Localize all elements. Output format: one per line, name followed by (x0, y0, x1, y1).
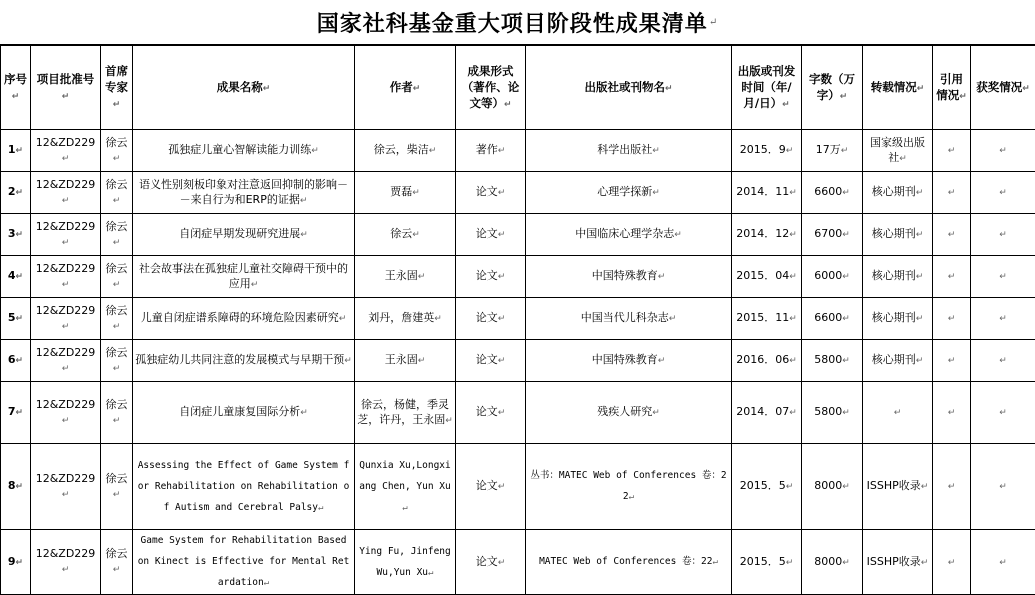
paragraph-mark-icon: ↵ (947, 557, 956, 568)
cell-form: 论文↵ (456, 172, 526, 214)
cell-words: 5800↵ (802, 382, 863, 444)
cell-award (971, 298, 1035, 340)
paragraph-mark-icon: ↵ (789, 230, 797, 240)
paragraph-mark-icon: ↵ (61, 363, 70, 374)
cell-citation (933, 382, 971, 444)
table-row (1, 214, 1035, 256)
cell-publisher: 中国临床心理学杂志↵ (526, 214, 732, 256)
paragraph-mark-icon: ↵ (15, 557, 24, 568)
cell-date: 2016．06↵ (732, 340, 802, 382)
paragraph-mark-icon: ↵ (344, 356, 352, 366)
paragraph-mark-icon: ↵ (789, 314, 797, 324)
cell-date: 2014．11↵ (732, 172, 802, 214)
paragraph-mark-icon: ↵ (61, 321, 70, 332)
cell-date: 2014．12↵ (732, 214, 802, 256)
paragraph-mark-icon: ↵ (112, 415, 121, 426)
cell-award (971, 256, 1035, 298)
paragraph-mark-icon: ↵ (668, 314, 677, 324)
cell-project-no: 12&ZD229↵ (31, 444, 101, 530)
cell-words: 6000↵ (802, 256, 863, 298)
paragraph-mark-icon: ↵ (112, 321, 121, 332)
paragraph-mark-icon: ↵ (112, 363, 121, 374)
header-date: 出版或刊发时间（年/月/日）↵ (732, 46, 802, 130)
paragraph-mark-icon: ↵ (61, 415, 70, 426)
paragraph-mark-icon: ↵ (915, 356, 924, 366)
paragraph-mark-icon: ↵ (412, 230, 420, 240)
paragraph-mark-icon: ↵ (999, 188, 1007, 198)
paragraph-mark-icon: ↵ (61, 91, 70, 102)
cell-form: 论文↵ (456, 444, 526, 530)
cell-result-name: 社会故事法在孤独症儿童社交障碍干预中的应用↵ (133, 256, 355, 298)
cell-author: 王永固↵ (355, 340, 456, 382)
paragraph-mark-icon: ↵ (1022, 83, 1030, 94)
paragraph-mark-icon: ↵ (674, 230, 682, 240)
cell-award (971, 340, 1035, 382)
paragraph-mark-icon: ↵ (497, 146, 506, 156)
cell-lead-expert: 徐云↵ (101, 530, 133, 595)
cell-lead-expert: 徐云↵ (101, 256, 133, 298)
cell-publisher: 残疾人研究↵ (526, 382, 732, 444)
results-table (0, 45, 1035, 595)
paragraph-mark-icon: ↵ (61, 565, 70, 575)
paragraph-mark-icon: ↵ (789, 272, 797, 282)
paragraph-mark-icon: ↵ (652, 146, 660, 156)
cell-project-no: 12&ZD229↵ (31, 130, 101, 172)
paragraph-mark-icon: ↵ (999, 557, 1007, 568)
cell-project-no: 12&ZD229↵ (31, 382, 101, 444)
paragraph-mark-icon: ↵ (11, 91, 20, 102)
paragraph-mark-icon: ↵ (999, 272, 1007, 282)
cell-index: 3↵ (1, 214, 31, 256)
paragraph-mark-icon: ↵ (947, 356, 956, 366)
cell-index: 8↵ (1, 444, 31, 530)
cell-publisher: 丛书：MATEC Web of Conferences 卷：22↵ (526, 444, 732, 530)
cell-reprint (863, 382, 933, 444)
cell-project-no: 12&ZD229↵ (31, 256, 101, 298)
cell-index: 9↵ (1, 530, 31, 595)
cell-form: 论文↵ (456, 256, 526, 298)
paragraph-mark-icon: ↵ (664, 83, 673, 94)
paragraph-mark-icon: ↵ (785, 146, 794, 156)
cell-form: 论文↵ (456, 382, 526, 444)
paragraph-mark-icon: ↵ (947, 482, 956, 492)
paragraph-mark-icon: ↵ (628, 492, 635, 502)
paragraph-mark-icon: ↵ (112, 99, 121, 110)
paragraph-mark-icon: ↵ (916, 83, 925, 94)
header-reprint: 转载情况↵ (863, 46, 933, 130)
header-award: 获奖情况↵ (971, 46, 1035, 130)
cell-reprint: 核心期刊↵ (863, 256, 933, 298)
cell-author: 徐云，杨健，季灵芝，许丹，王永固↵ (355, 382, 456, 444)
paragraph-mark-icon: ↵ (428, 567, 434, 578)
cell-form: 论文↵ (456, 298, 526, 340)
table-row (1, 298, 1035, 340)
cell-form: 著作↵ (456, 130, 526, 172)
cell-index: 4↵ (1, 256, 31, 298)
cell-citation (933, 340, 971, 382)
paragraph-mark-icon: ↵ (497, 408, 506, 418)
paragraph-mark-icon: ↵ (299, 195, 308, 206)
paragraph-mark-icon: ↵ (402, 502, 408, 513)
cell-lead-expert: 徐云↵ (101, 172, 133, 214)
paragraph-mark-icon: ↵ (842, 557, 850, 568)
cell-award (971, 172, 1035, 214)
paragraph-mark-icon: ↵ (842, 314, 850, 324)
table-row (1, 172, 1035, 214)
cell-author: 徐云，柴洁↵ (355, 130, 456, 172)
paragraph-mark-icon: ↵ (999, 482, 1007, 492)
table-row (1, 382, 1035, 444)
cell-reprint: 核心期刊↵ (863, 172, 933, 214)
cell-project-no: 12&ZD229↵ (31, 530, 101, 595)
cell-award (971, 530, 1035, 595)
header-result-name: 成果名称↵ (133, 46, 355, 130)
paragraph-mark-icon: ↵ (999, 314, 1007, 324)
paragraph-mark-icon: ↵ (915, 188, 924, 198)
cell-reprint: ISSHP收录↵ (863, 444, 933, 530)
paragraph-mark-icon: ↵ (497, 188, 506, 198)
cell-award (971, 214, 1035, 256)
cell-reprint: 核心期刊↵ (863, 214, 933, 256)
cell-reprint: 核心期刊↵ (863, 298, 933, 340)
paragraph-mark-icon: ↵ (61, 153, 70, 164)
cell-citation (933, 130, 971, 172)
cell-lead-expert: 徐云↵ (101, 130, 133, 172)
table-row (1, 340, 1035, 382)
paragraph-mark-icon: ↵ (947, 230, 956, 240)
header-publisher: 出版社或刊物名↵ (526, 46, 732, 130)
paragraph-mark-icon: ↵ (262, 83, 271, 94)
paragraph-mark-icon: ↵ (999, 230, 1007, 240)
header-words: 字数（万字）↵ (802, 46, 863, 130)
cell-lead-expert: 徐云↵ (101, 444, 133, 530)
paragraph-mark-icon: ↵ (338, 314, 347, 324)
cell-words: 6700↵ (802, 214, 863, 256)
paragraph-mark-icon: ↵ (999, 356, 1007, 366)
paragraph-mark-icon: ↵ (842, 188, 850, 198)
cell-project-no: 12&ZD229↵ (31, 298, 101, 340)
paragraph-mark-icon: ↵ (947, 146, 956, 156)
cell-result-name: 孤独症儿童心智解读能力训练↵ (133, 130, 355, 172)
paragraph-mark-icon: ↵ (915, 314, 924, 324)
paragraph-mark-icon: ↵ (15, 146, 24, 156)
cell-words: 8000↵ (802, 530, 863, 595)
paragraph-mark-icon: ↵ (15, 482, 24, 492)
paragraph-mark-icon: ↵ (915, 230, 924, 240)
cell-publisher: 科学出版社↵ (526, 130, 732, 172)
paragraph-mark-icon: ↵ (412, 188, 420, 198)
cell-reprint: 国家级出版社↵ (863, 130, 933, 172)
table-row (1, 130, 1035, 172)
cell-project-no: 12&ZD229↵ (31, 214, 101, 256)
cell-result-name: 自闭症早期发现研究进展↵ (133, 214, 355, 256)
paragraph-mark-icon: ↵ (15, 230, 24, 240)
paragraph-mark-icon: ↵ (300, 230, 308, 240)
cell-project-no: 12&ZD229↵ (31, 340, 101, 382)
paragraph-mark-icon: ↵ (15, 272, 24, 282)
paragraph-mark-icon: ↵ (61, 279, 70, 290)
paragraph-mark-icon: ↵ (112, 195, 121, 206)
cell-author: 贾磊↵ (355, 172, 456, 214)
cell-result-name: 语义性别刻板印象对注意返回抑制的影响－－来自行为和ERP的证据↵ (133, 172, 355, 214)
paragraph-mark-icon: ↵ (842, 230, 850, 240)
cell-lead-expert: 徐云↵ (101, 298, 133, 340)
cell-index: 1↵ (1, 130, 31, 172)
paragraph-mark-icon: ↵ (497, 482, 506, 492)
paragraph-mark-icon: ↵ (318, 502, 324, 513)
cell-date: 2014．07↵ (732, 382, 802, 444)
cell-citation (933, 530, 971, 595)
paragraph-mark-icon: ↵ (428, 146, 437, 156)
paragraph-mark-icon: ↵ (999, 408, 1007, 418)
cell-award (971, 444, 1035, 530)
paragraph-mark-icon: ↵ (412, 83, 421, 94)
cell-project-no: 12&ZD229↵ (31, 172, 101, 214)
cell-form: 论文↵ (456, 214, 526, 256)
paragraph-mark-icon: ↵ (112, 153, 121, 164)
paragraph-mark-icon: ↵ (999, 146, 1007, 156)
paragraph-mark-icon: ↵ (445, 415, 453, 426)
paragraph-mark-icon: ↵ (497, 272, 506, 282)
header-author: 作者↵ (355, 46, 456, 130)
paragraph-mark-icon: ↵ (785, 482, 794, 492)
cell-words: 8000↵ (802, 444, 863, 530)
cell-result-name: 孤独症幼儿共同注意的发展模式与早期干预↵ (133, 340, 355, 382)
paragraph-mark-icon: ↵ (112, 565, 121, 575)
cell-author: 王永固↵ (355, 256, 456, 298)
cell-words: 6600↵ (802, 172, 863, 214)
cell-award (971, 382, 1035, 444)
paragraph-mark-icon: ↵ (434, 314, 442, 324)
paragraph-mark-icon: ↵ (657, 356, 666, 366)
cell-citation (933, 256, 971, 298)
cell-date: 2015．04↵ (732, 256, 802, 298)
paragraph-mark-icon: ↵ (899, 153, 907, 164)
paragraph-mark-icon: ↵ (842, 356, 850, 366)
paragraph-mark-icon: ↵ (842, 272, 850, 282)
cell-words: 6600↵ (802, 298, 863, 340)
paragraph-mark-icon: ↵ (15, 314, 24, 324)
paragraph-mark-icon: ↵ (61, 237, 70, 248)
paragraph-mark-icon: ↵ (947, 408, 956, 418)
paragraph-mark-icon: ↵ (789, 356, 797, 366)
paragraph-mark-icon: ↵ (503, 99, 512, 110)
cell-publisher: MATEC Web of Conferences 卷：22↵ (526, 530, 732, 595)
paragraph-mark-icon: ↵ (61, 195, 70, 206)
cell-index: 7↵ (1, 382, 31, 444)
header-index: 序号↵ (1, 46, 31, 130)
cell-index: 5↵ (1, 298, 31, 340)
cell-reprint: ISSHP收录↵ (863, 530, 933, 595)
table-row (1, 444, 1035, 530)
cell-form: 论文↵ (456, 340, 526, 382)
cell-publisher: 中国特殊教育↵ (526, 340, 732, 382)
cell-author: Qunxia Xu,Longxiang Chen, Yun Xu↵ (355, 444, 456, 530)
header-citation: 引用情况↵ (933, 46, 971, 130)
cell-date: 2015．11↵ (732, 298, 802, 340)
paragraph-mark-icon: ↵ (708, 16, 719, 28)
paragraph-mark-icon: ↵ (920, 482, 929, 492)
paragraph-mark-icon: ↵ (712, 557, 718, 567)
paragraph-mark-icon: ↵ (15, 408, 24, 418)
paragraph-mark-icon: ↵ (112, 489, 121, 500)
cell-result-name: 儿童自闭症谱系障碍的环境危险因素研究↵ (133, 298, 355, 340)
paragraph-mark-icon: ↵ (789, 408, 797, 418)
paragraph-mark-icon: ↵ (947, 188, 956, 198)
cell-form: 论文↵ (456, 530, 526, 595)
paragraph-mark-icon: ↵ (497, 557, 506, 568)
cell-date: 2015．5↵ (732, 444, 802, 530)
cell-date: 2015．5↵ (732, 530, 802, 595)
paragraph-mark-icon: ↵ (782, 99, 790, 110)
paragraph-mark-icon: ↵ (15, 188, 24, 198)
paragraph-mark-icon: ↵ (947, 314, 956, 324)
header-form: 成果形式（著作、论文等）↵ (456, 46, 526, 130)
paragraph-mark-icon: ↵ (112, 279, 121, 290)
paragraph-mark-icon: ↵ (300, 408, 308, 418)
cell-citation (933, 214, 971, 256)
cell-date: 2015．9↵ (732, 130, 802, 172)
paragraph-mark-icon: ↵ (959, 91, 967, 102)
document-title-bar (0, 0, 1035, 45)
paragraph-mark-icon: ↵ (840, 146, 849, 156)
cell-index: 2↵ (1, 172, 31, 214)
table-header-row (1, 46, 1035, 130)
cell-lead-expert: 徐云↵ (101, 214, 133, 256)
paragraph-mark-icon: ↵ (915, 272, 924, 282)
cell-citation (933, 172, 971, 214)
cell-words: 17万↵ (802, 130, 863, 172)
cell-lead-expert: 徐云↵ (101, 340, 133, 382)
cell-citation (933, 444, 971, 530)
paragraph-mark-icon: ↵ (497, 314, 506, 324)
paragraph-mark-icon: ↵ (250, 279, 259, 290)
cell-words: 5800↵ (802, 340, 863, 382)
paragraph-mark-icon: ↵ (311, 146, 319, 156)
paragraph-mark-icon: ↵ (842, 482, 850, 492)
cell-lead-expert: 徐云↵ (101, 382, 133, 444)
cell-result-name: Game System for Rehabilitation Based on Kinect is Effective for Mental Retardation↵ (133, 530, 355, 595)
paragraph-mark-icon: ↵ (785, 557, 794, 568)
paragraph-mark-icon: ↵ (789, 188, 797, 198)
paragraph-mark-icon: ↵ (842, 408, 850, 418)
paragraph-mark-icon: ↵ (417, 356, 426, 366)
paragraph-mark-icon: ↵ (417, 272, 426, 282)
cell-reprint: 核心期刊↵ (863, 340, 933, 382)
cell-author: 刘丹，詹建英↵ (355, 298, 456, 340)
cell-author: 徐云↵ (355, 214, 456, 256)
table-body (1, 130, 1035, 595)
table-row (1, 256, 1035, 298)
cell-index: 6↵ (1, 340, 31, 382)
document-title: 国家社科基金重大项目阶段性成果清单 (316, 10, 708, 37)
paragraph-mark-icon: ↵ (497, 230, 506, 240)
paragraph-mark-icon: ↵ (893, 408, 902, 418)
cell-award (971, 130, 1035, 172)
header-lead-expert: 首席专家↵ (101, 46, 133, 130)
cell-citation (933, 298, 971, 340)
cell-result-name: 自闭症儿童康复国际分析↵ (133, 382, 355, 444)
paragraph-mark-icon: ↵ (497, 356, 506, 366)
paragraph-mark-icon: ↵ (947, 272, 956, 282)
cell-author: Ying Fu, Jinfeng Wu,Yun Xu↵ (355, 530, 456, 595)
paragraph-mark-icon: ↵ (61, 489, 70, 500)
paragraph-mark-icon: ↵ (652, 408, 660, 418)
cell-publisher: 心理学探新↵ (526, 172, 732, 214)
table-row (1, 530, 1035, 595)
header-project-no: 项目批准号↵ (31, 46, 101, 130)
paragraph-mark-icon: ↵ (652, 188, 660, 198)
paragraph-mark-icon: ↵ (839, 91, 848, 102)
paragraph-mark-icon: ↵ (657, 272, 666, 282)
paragraph-mark-icon: ↵ (263, 578, 270, 588)
paragraph-mark-icon: ↵ (15, 356, 24, 366)
cell-publisher: 中国当代儿科杂志↵ (526, 298, 732, 340)
cell-result-name: Assessing the Effect of Game System for Rehabilitation on Rehabilitation of Autism and Cerebral Palsy↵ (133, 444, 355, 530)
paragraph-mark-icon: ↵ (920, 557, 929, 568)
cell-publisher: 中国特殊教育↵ (526, 256, 732, 298)
paragraph-mark-icon: ↵ (112, 237, 121, 248)
